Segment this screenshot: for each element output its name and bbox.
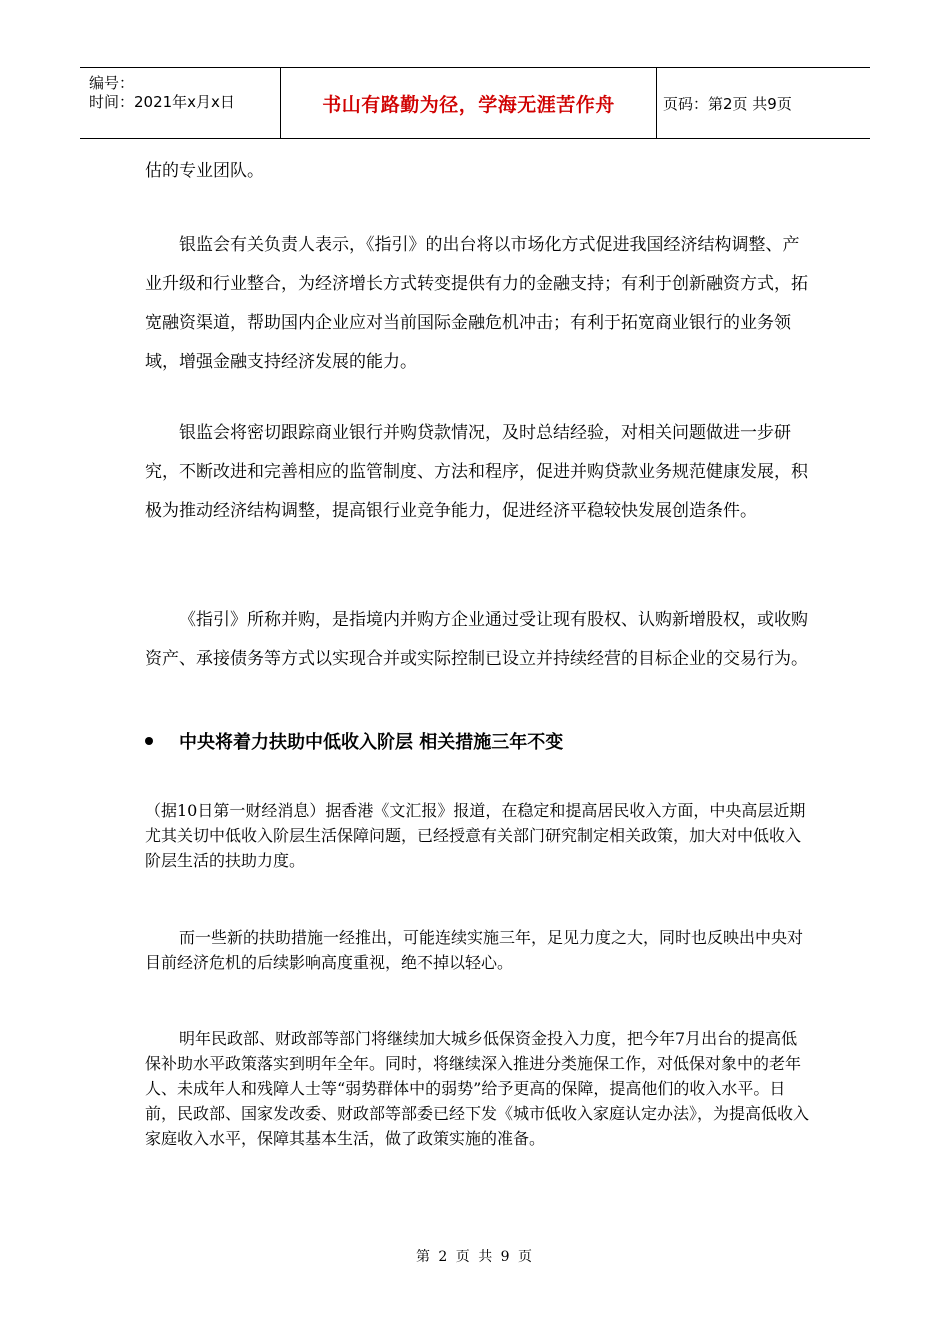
paragraph-news-report: （据10日第一财经消息）据香港《文汇报》报道，在稳定和提高居民收入方面，中央高层近期尤其关切中低收入阶层生活保障问题，已经授意有关部门研究制定相关政策，加大对中低收入阶层生活的扶助力度。	[145, 801, 806, 870]
page-header-table	[80, 67, 870, 139]
paragraph-merger-definition: 《指引》所称并购，是指境内并购方企业通过受让现有股权、认购新增股权，或收购资产、承接债务等方式以实现合并或实际控制已设立并持续经营的目标企业的交易行为。	[145, 610, 808, 669]
bullet-icon	[145, 737, 153, 745]
header-page-number: 页码：第2页 共9页	[663, 94, 792, 113]
document-time-label: 时间：2021年x月x日	[89, 93, 235, 111]
paragraph-subsistence-allowance: 明年民政部、财政部等部门将继续加大城乡低保资金投入力度，把今年7月出台的提高低保补助水平政策落实到明年全年。同时，将继续深入推进分类施保工作，对低保对象中的老年人、未成年人和残障人士等“弱势群体中的弱势”给予更高的保障，提高他们的收入水平。日前，民政部、国家发改委、财政部等部委已经下发《城市低收入家庭认定办法》，为提高低收入家庭收入水平，保障其基本生活，做了政策实施的准备。	[145, 1029, 810, 1148]
section-heading: 中央将着力扶助中低收入阶层 相关措施三年不变	[179, 732, 564, 753]
paragraph-regulator-statement: 银监会有关负责人表示，《指引》的出台将以市场化方式促进我国经济结构调整、产业升级和行业整合，为经济增长方式转变提供有力的金融支持；有利于创新融资方式，拓宽融资渠道，帮助国内企业应对当前国际金融危机冲击；有利于拓宽商业银行的业务领域，增强金融支持经济发展的能力。	[145, 235, 808, 372]
paragraph-regulator-followup: 银监会将密切跟踪商业银行并购贷款情况，及时总结经验，对相关问题做进一步研究，不断改进和完善相应的监管制度、方法和程序，促进并购贷款业务规范健康发展，积极为推动经济结构调整，提高银行业竞争能力，促进经济平稳较快发展创造条件。	[145, 423, 808, 521]
section-heading-row	[145, 728, 810, 754]
header-motto: 书山有路勤为径，学海无涯苦作舟	[281, 68, 657, 138]
paragraph-continuation: 估的专业团队。	[145, 161, 264, 181]
header-left-cell	[80, 68, 281, 138]
document-number-label: 编号：	[89, 74, 135, 92]
paragraph-three-year-measures: 而一些新的扶助措施一经推出，可能连续实施三年，足见力度之大，同时也反映出中央对目前经济危机的后续影响高度重视，绝不掉以轻心。	[145, 928, 804, 972]
page-footer: 第 2 页 共 9 页	[415, 1249, 535, 1265]
